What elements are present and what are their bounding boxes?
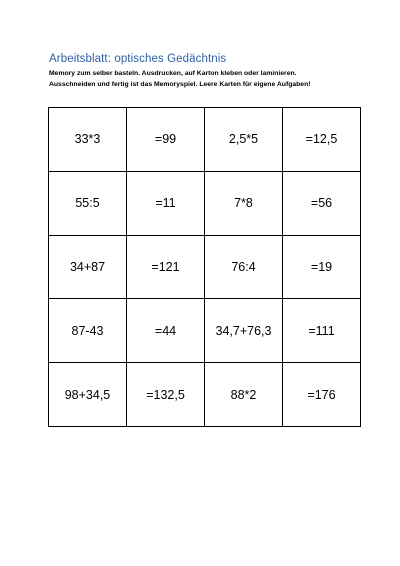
memory-card-result: =44 <box>127 299 205 363</box>
memory-card-task: 98+34,5 <box>49 363 127 427</box>
memory-card-task: 87-43 <box>49 299 127 363</box>
memory-card-task: 55:5 <box>49 171 127 235</box>
memory-card-result: =121 <box>127 235 205 299</box>
memory-card-result: =132,5 <box>127 363 205 427</box>
memory-card-task: 7*8 <box>205 171 283 235</box>
page-title: Arbeitsblatt: optisches Gedächtnis <box>49 53 227 65</box>
card-row <box>49 108 361 172</box>
memory-card-task: 2,5*5 <box>205 108 283 172</box>
card-row <box>49 235 361 299</box>
memory-card-result: =56 <box>283 171 361 235</box>
memory-card-result: =99 <box>127 108 205 172</box>
memory-card-task: 34,7+76,3 <box>205 299 283 363</box>
memory-card-result: =111 <box>283 299 361 363</box>
card-row <box>49 299 361 363</box>
card-row <box>49 363 361 427</box>
memory-card-result: =19 <box>283 235 361 299</box>
memory-card-task: 88*2 <box>205 363 283 427</box>
memory-card-task: 34+87 <box>49 235 127 299</box>
memory-card-task: 76:4 <box>205 235 283 299</box>
memory-card-result: =11 <box>127 171 205 235</box>
memory-card-result: =12,5 <box>283 108 361 172</box>
instruction-line: Ausschneiden und fertig ist das Memoryspiel. Leere Karten für eigene Aufgaben! <box>49 80 311 88</box>
instruction-line: Memory zum selber basteln. Ausdrucken, auf Karton kleben oder laminieren. <box>49 70 297 77</box>
instructions <box>49 69 310 90</box>
memory-card-task: 33*3 <box>49 108 127 172</box>
memory-card-grid <box>48 107 361 427</box>
card-row <box>49 171 361 235</box>
memory-card-result: =176 <box>283 363 361 427</box>
